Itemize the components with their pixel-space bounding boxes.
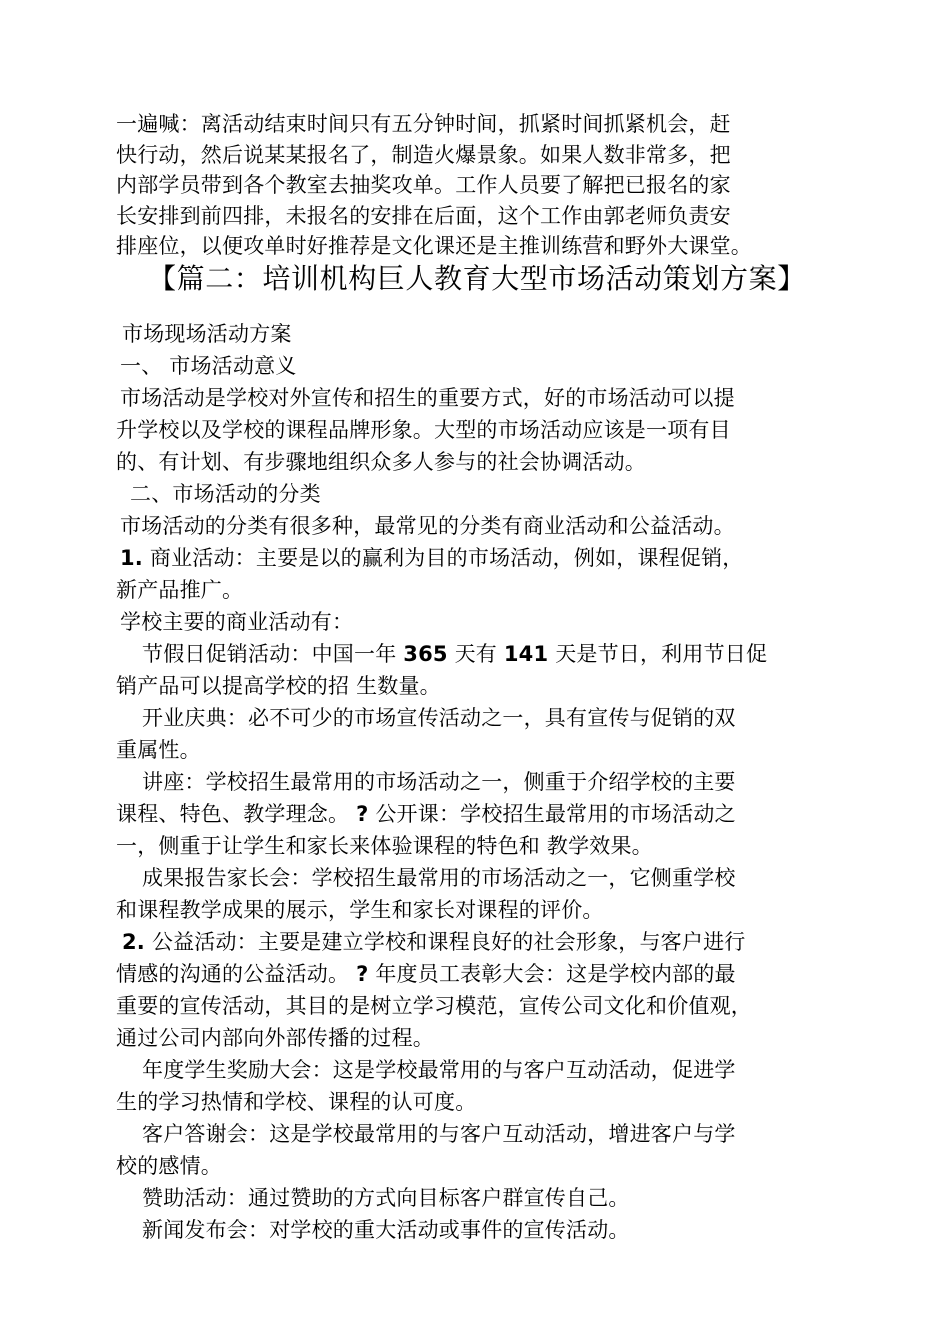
list-number: 2. [122, 930, 145, 954]
question-mark-glyph: ? [356, 802, 369, 826]
heading-significance: 一、 市场活动意义 [120, 354, 297, 378]
paragraph-line: 年度学生奖励大会：这是学校最常用的与客户互动活动，促进学 [142, 1058, 736, 1082]
paragraph-line: 升学校以及学校的课程品牌形象。大型的市场活动应该是一项有目 [116, 418, 731, 442]
paragraph-line: 重要的宣传活动，其目的是树立学习模范，宣传公司文化和价值观， [116, 994, 752, 1018]
list-item-commercial [120, 545, 743, 571]
list-item-text: 商业活动：主要是以的赢利为目的市场活动，例如，课程促销， [143, 546, 744, 570]
list-number: 1. [120, 546, 143, 570]
paragraph-line: 市场活动的分类有很多种，最常见的分类有商业活动和公益活动。 [120, 514, 735, 538]
intro-line-3: 内部学员带到各个教室去抽奖攻单。工作人员要了解把已报名的家 [116, 173, 731, 197]
paragraph-line: 学校主要的商业活动有： [120, 610, 354, 634]
paragraph-line: 赞助活动：通过赞助的方式向目标客户群宣传自己。 [142, 1186, 630, 1210]
question-mark-glyph: ? [356, 962, 369, 986]
holiday-promotion-line [142, 641, 767, 667]
intro-line-1: 一遍喊：离活动结束时间只有五分钟时间，抓紧时间抓紧机会，赶 [116, 112, 731, 136]
intro-line-2: 快行动，然后说某某报名了，制造火爆景象。如果人数非常多，把 [116, 143, 731, 167]
intro-line-4: 长安排到前四排，未报名的安排在后面，这个工作由郭老师负责安 [116, 204, 731, 228]
paragraph-line: 和课程教学成果的展示，学生和家长对课程的评价。 [116, 898, 604, 922]
paragraph-line: 新产品推广。 [116, 578, 244, 602]
paragraph-line: 的、有计划、有步骤地组织众多人参与的社会协调活动。 [116, 450, 646, 474]
text-segment: 年度员工表彰大会：这是学校内部的最 [368, 962, 736, 986]
section-title: 【篇二：培训机构巨人教育大型市场活动策划方案】 [148, 262, 806, 295]
paragraph-line: 一，侧重于让学生和家长来体验课程的特色和 教学效果。 [116, 834, 653, 858]
text-segment: 节假日促销活动：中国一年 [142, 642, 404, 666]
number-141: 141 [503, 642, 549, 666]
paragraph-line: 客户答谢会：这是学校最常用的与客户互动活动，增进客户与学 [142, 1122, 736, 1146]
text-segment: 情感的沟通的公益活动。 [116, 962, 357, 986]
text-segment: 天是节日，利用节日促 [548, 642, 768, 666]
paragraph-line: 通过公司内部向外部传播的过程。 [116, 1026, 434, 1050]
paragraph-line: 校的感情。 [116, 1154, 222, 1178]
list-item-public-welfare [122, 929, 745, 955]
lecture-open-class-line [116, 801, 736, 827]
number-365: 365 [403, 642, 448, 666]
paragraph-line: 市场活动是学校对外宣传和招生的重要方式，好的市场活动可以提 [120, 386, 735, 410]
paragraph-line: 成果报告家长会：学校招生最常用的市场活动之一，它侧重学校 [142, 866, 736, 890]
paragraph-line: 开业庆典：必不可少的市场宣传活动之一，具有宣传与促销的双 [142, 706, 736, 730]
paragraph-line: 新闻发布会：对学校的重大活动或事件的宣传活动。 [142, 1218, 630, 1242]
text-segment: 课程、特色、教学理念。 [116, 802, 357, 826]
heading-classification: 二、市场活动的分类 [130, 482, 321, 506]
intro-line-5: 排座位，以便攻单时好推荐是文化课还是主推训练营和野外大课堂。 [116, 234, 752, 258]
welfare-award-line [116, 961, 736, 987]
list-item-text: 公益活动：主要是建立学校和课程良好的社会形象，与客户进行 [145, 930, 746, 954]
plan-title: 市场现场活动方案 [122, 322, 292, 346]
text-segment: 公开课：学校招生最常用的市场活动之 [368, 802, 736, 826]
paragraph-line: 讲座：学校招生最常用的市场活动之一，侧重于介绍学校的主要 [142, 770, 736, 794]
text-segment: 天有 [447, 642, 504, 666]
paragraph-line: 销产品可以提高学校的招 生数量。 [116, 674, 441, 698]
paragraph-line: 生的学习热情和学校、课程的认可度。 [116, 1090, 477, 1114]
paragraph-line: 重属性。 [116, 738, 201, 762]
